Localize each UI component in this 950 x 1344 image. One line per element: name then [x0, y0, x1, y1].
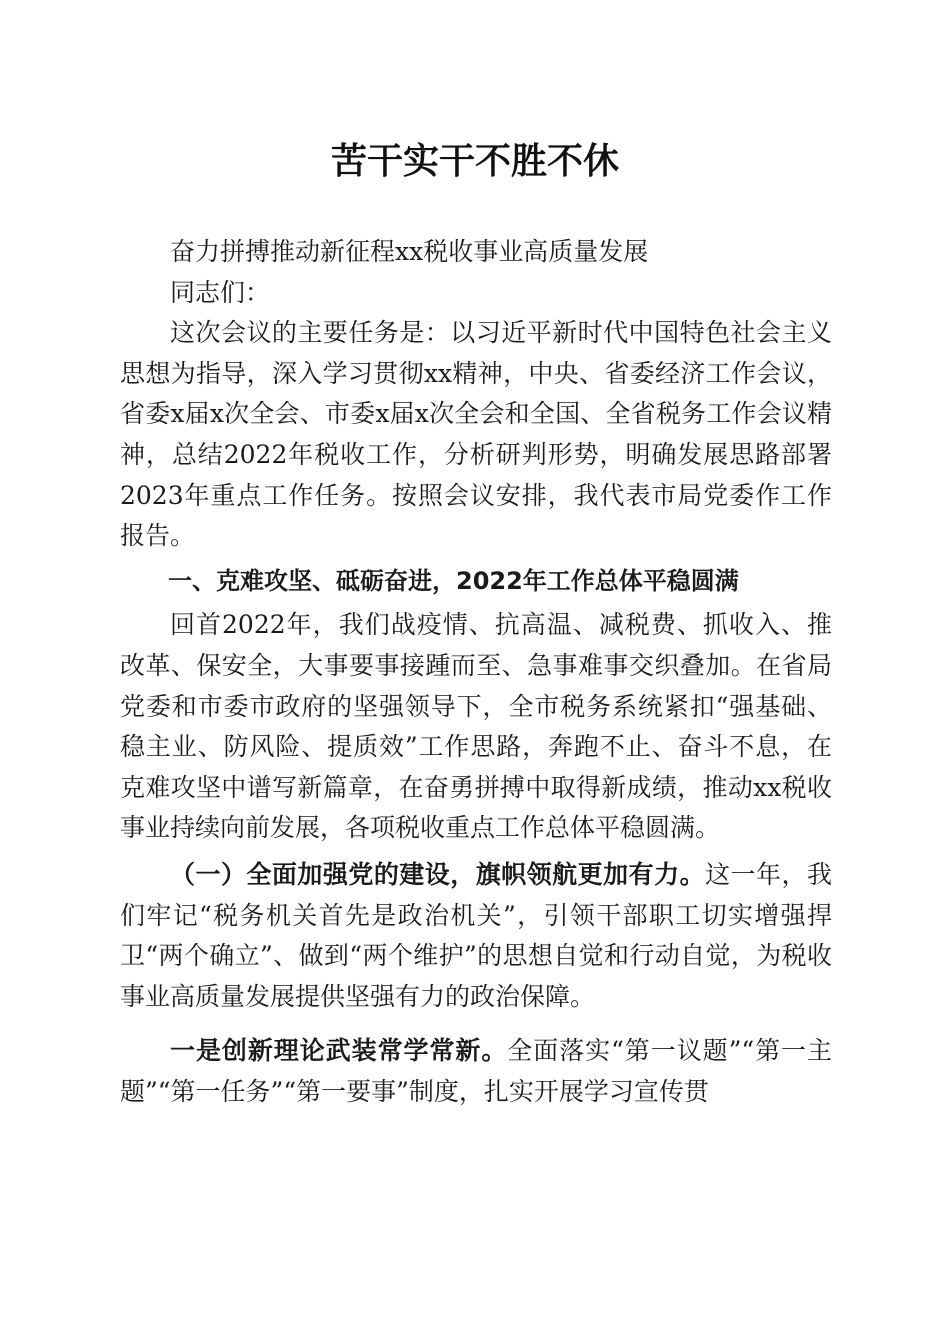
section-1-paragraph: 回首2022年，我们战疫情、抗高温、减税费、抓收入、推改革、保安全，大事要事接踵而至、急事难事交织叠加。在省局党委和市委市政府的坚强领导下，全市税务系统紧扣“强基础、稳主业、防风险、提质效”工作思路，奔跑不止、奋斗不息，在克难攻坚中谱写新篇章，在奋勇拼搏中取得新成绩，推动xx税收事业持续向前发展，各项税收重点工作总体平稳圆满。: [120, 610, 832, 843]
point-1-lead: 一是创新理论武装常学常新。: [170, 1036, 508, 1066]
document-subtitle: 奋力拼搏推动新征程xx税收事业高质量发展: [170, 237, 649, 266]
intro-paragraph: 这次会议的主要任务是：以习近平新时代中国特色社会主义思想为指导，深入学习贯彻xx精神，中央、省委经济工作会议，省委x届x次全会、市委x届x次全会和全国、全省税务工作会议精神，总结2022年税收工作，分析研判形势，明确发展思路部署2023年重点工作任务。按照会议安排，我代表市局党委作工作报告。: [120, 318, 832, 551]
document-body: [120, 232, 832, 1112]
salutation: 同志们：: [170, 277, 271, 307]
document-title: 苦干实干不胜不休: [330, 140, 619, 182]
subsection-1-lead: （一）全面加强党的建设，旗帜领航更加有力。: [170, 859, 706, 889]
section-heading-1: 一、克难攻坚、砥砺奋进，2022年工作总体平稳圆满: [168, 566, 739, 595]
point-1-paragraph: [120, 1031, 832, 1112]
subsection-1-text: 这一年，我们牢记“税务机关首先是政治机关”，引领干部职工切实增强捍卫“两个确立”、做到“两个维护”的思想自觉和行动自觉，为税收事业高质量发展提供坚强有力的政治保障。: [120, 859, 832, 1011]
point-1-text: 全面落实“第一议题”“第一主题”“第一任务”“第一要事”制度，扎实开展学习宣传贯: [120, 1036, 832, 1106]
subsection-1-paragraph: [120, 855, 832, 1017]
